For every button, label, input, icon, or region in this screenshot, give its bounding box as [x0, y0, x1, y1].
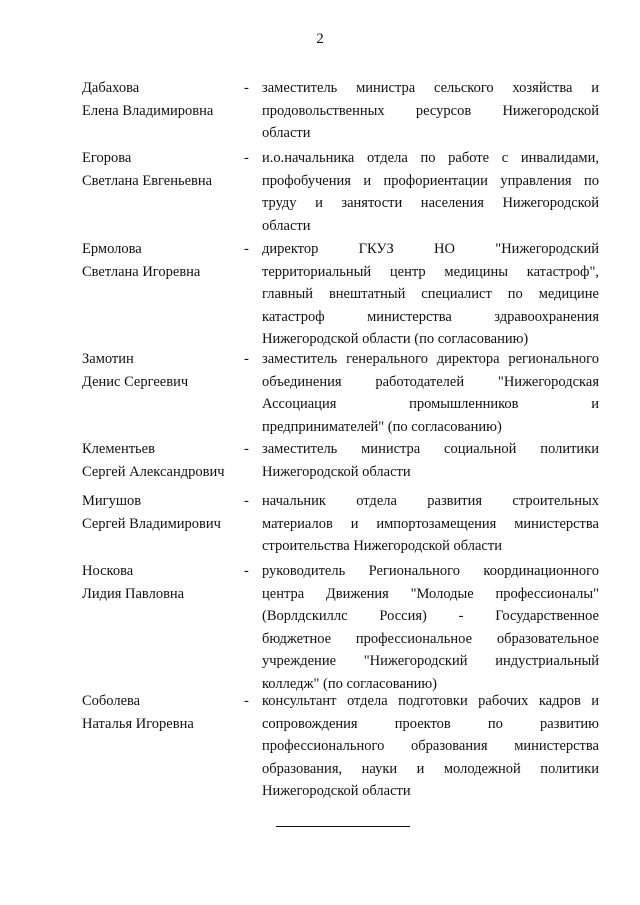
separator-dash: -: [244, 150, 249, 166]
member-surname: Замотин: [82, 351, 134, 367]
position-line: центра Движения "Молодые профессионалы": [262, 585, 599, 602]
position-line: главный внештатный специалист по медицине: [262, 286, 599, 303]
member-surname: Дабахова: [82, 80, 140, 96]
member-surname: Егорова: [82, 150, 132, 166]
position-line: продовольственных ресурсов Нижегородской: [262, 102, 599, 119]
member-given-names: Сергей Александрович: [82, 463, 225, 480]
member-given-names: Наталья Игоревна: [82, 715, 194, 732]
member-given-names: Елена Владимировна: [82, 102, 214, 119]
member-position: [262, 690, 599, 803]
position-line: руководитель Регионального координационного: [262, 563, 599, 579]
member-given-names: Лидия Павловна: [82, 585, 185, 602]
member-given-names: Денис Сергеевич: [82, 373, 189, 390]
position-line: образования, науки и молодежной политики: [262, 760, 599, 777]
member-name: [82, 77, 242, 122]
member-position: [262, 147, 599, 237]
position-line: труду и занятости населения Нижегородской: [262, 195, 599, 212]
member-name: [82, 147, 242, 192]
member-name: [82, 690, 242, 735]
position-line: катастроф министерства здравоохранения: [262, 308, 599, 325]
position-line: колледж" (по согласованию): [262, 675, 438, 692]
position-line: заместитель министра сельского хозяйства и: [262, 80, 599, 96]
member-surname: Клементьев: [82, 441, 155, 457]
position-line: профессионального образования министерства: [262, 738, 599, 755]
member-position: [262, 238, 599, 351]
position-line: консультант отдела подготовки рабочих кадров и: [262, 693, 599, 709]
member-position: [262, 348, 599, 438]
position-line: профобучения и профориентации управления по: [262, 172, 599, 189]
member-position: [262, 77, 599, 145]
member-surname: Мигушов: [82, 493, 142, 509]
member-surname: Соболева: [82, 693, 141, 709]
position-line: объединения работодателей "Нижегородская: [262, 373, 599, 390]
member-surname: Носкова: [82, 563, 134, 579]
member-name: [82, 348, 242, 393]
position-line: и.о.начальника отдела по работе с инвалидами,: [262, 150, 599, 166]
position-line: строительства Нижегородской области: [262, 538, 502, 555]
separator-dash: -: [244, 241, 249, 257]
member-name: [82, 560, 242, 605]
separator-dash: -: [244, 351, 249, 367]
position-line: бюджетное профессиональное образовательное: [262, 630, 599, 647]
closing-rule: [276, 826, 410, 827]
position-line: Нижегородской области: [262, 463, 411, 480]
member-given-names: Светлана Игоревна: [82, 263, 201, 280]
member-position: [262, 490, 599, 558]
member-given-names: Сергей Владимирович: [82, 515, 221, 532]
position-line: заместитель генерального директора регионального: [262, 351, 599, 367]
position-line: сопровождения проектов по развитию: [262, 715, 599, 732]
page-number: 2: [316, 31, 324, 47]
position-line: области: [262, 125, 311, 142]
position-line: начальник отдела развития строительных: [262, 493, 599, 509]
separator-dash: -: [244, 693, 249, 709]
position-line: Нижегородской области (по согласованию): [262, 331, 529, 348]
member-name: [82, 238, 242, 283]
position-line: предпринимателей" (по согласованию): [262, 418, 502, 435]
member-surname: Ермолова: [82, 241, 142, 257]
separator-dash: -: [244, 441, 249, 457]
position-line: территориальный центр медицины катастроф",: [262, 263, 599, 280]
member-given-names: Светлана Евгеньевна: [82, 172, 213, 189]
position-line: Нижегородской области: [262, 783, 411, 800]
position-line: области: [262, 217, 311, 234]
position-line: заместитель министра социальной политики: [262, 441, 599, 457]
member-name: [82, 438, 242, 483]
position-line: Ассоциация промышленников и: [262, 396, 599, 413]
separator-dash: -: [244, 80, 249, 96]
member-name: [82, 490, 242, 535]
separator-dash: -: [244, 493, 249, 509]
position-line: учреждение "Нижегородский индустриальный: [262, 653, 599, 670]
member-position: [262, 438, 599, 483]
position-line: (Ворлдскиллс Россия) - Государственное: [262, 608, 599, 625]
member-position: [262, 560, 599, 696]
separator-dash: -: [244, 563, 249, 579]
position-line: материалов и импортозамещения министерства: [262, 515, 599, 532]
position-line: директор ГКУЗ НО "Нижегородский: [262, 241, 599, 257]
